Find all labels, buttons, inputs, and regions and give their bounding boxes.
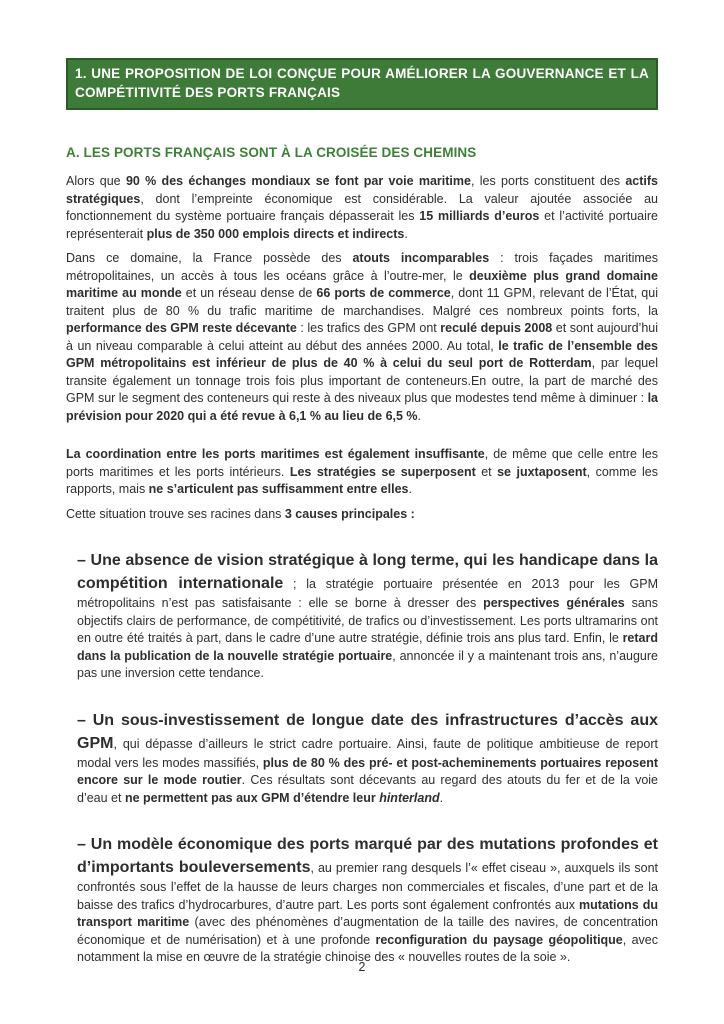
bold-text-run: hinterland (379, 790, 440, 805)
bold-text-run: 66 ports de commerce (316, 286, 451, 300)
bold-text-run: la prévision pour 2020 qui a été revue à 6,1 % au lieu de 6,5 % (66, 391, 658, 423)
bold-text-run: ne permettent pas aux GPM d’étendre leur (124, 790, 380, 805)
text-run: . (439, 790, 444, 805)
text-run: , par lequel transite également un tonnage trois fois plus important de conteneurs.En outre, la part de marché des GPM sur le segment des conteneurs qui reste à des niveaux plus que modestes tend même à diminuer : (66, 356, 658, 405)
paragraph-coordination (66, 446, 658, 499)
text-run: : trois façades maritimes métropolitaines, un accès à tous les océans grâce à l’outre-mer, le (66, 251, 658, 283)
bold-text-run: reconfiguration du paysage géopolitique (375, 932, 623, 947)
bold-text-run: perspectives générales (483, 596, 625, 610)
section-heading: A. LES PORTS FRANÇAIS SONT À LA CROISÉE DES CHEMINS (66, 145, 477, 160)
bold-text-run: Les stratégies se superposent (289, 464, 476, 479)
text-run: (avec des phénomènes d’augmentation de la taille des navires, de concentration économique et de numérisation) et à une profonde (77, 915, 658, 947)
text-run: . (404, 226, 408, 241)
text-run: Cette situation trouve ses racines dans (66, 506, 285, 521)
text-run: . (417, 408, 422, 423)
text-run: , qui dépasse d’ailleurs le strict cadre portuaire. Ainsi, faute de politique ambitieuse de report modal vers les modes massifiés, (77, 736, 658, 770)
text-run: Alors que (66, 174, 126, 188)
bold-text-run: La coordination entre les ports maritimes est également insuffisante (66, 447, 485, 461)
page-number: 2 (358, 960, 366, 974)
chapter-banner (66, 58, 658, 110)
text-run: et l’activité portuaire représenterait (66, 209, 658, 241)
text-run: , au premier rang desquels l’« effet ciseau », auxquels ils sont confrontés sous l’effet de la hausse de leurs charges non commerciales et fiscales, d’une part et de la baisse des trafics d’hydrocarbures, d’autre part. Les ports sont également confrontés aux (77, 861, 658, 912)
bold-text-run: le trafic de l’ensemble des GPM métropolitains est inférieur de plus de 40 % à celui du seul port de Rotterdam (66, 338, 658, 370)
text-run: , les ports constituent des (470, 174, 626, 188)
bullet-lead-text: – Un modèle économique des ports marqué par des mutations profondes et d’importants bouleversements (77, 836, 658, 876)
bold-text-run: reculé depuis 2008 (440, 321, 553, 335)
bold-text-run: 15 milliards d’euros (419, 209, 540, 223)
bullet-lead-text: – Une absence de vision stratégique à long terme, qui les handicape dans la compétition internationale (77, 552, 658, 592)
text-run: , dont 11 GPM, relevant de l’État, qui traitent plus de 80 % du trafic maritime de marchandises. Malgré ces nombreux points forts, la (66, 286, 658, 318)
text-run: , comme les rapports, mais (66, 464, 659, 496)
text-run: ; la stratégie portuaire présentée en 2013 pour les GPM métropolitains n’est pas satisfaisante : elle se borne à dresser des (77, 577, 658, 610)
paragraph-assets-and-performance (66, 250, 658, 425)
text-run: et sont aujourd’hui à un niveau comparable à celui atteint au début des années 2000. Au total, (66, 321, 658, 353)
text-run: . (408, 482, 412, 496)
bullet-underinvestment (77, 709, 658, 808)
bold-text-run: deuxième plus grand domaine maritime au monde (66, 268, 658, 300)
text-run: , annoncée il y a maintenant trois ans, n’augure pas une inversion cette tendance. (77, 648, 658, 680)
text-run: . Ces résultats sont décevants au regard des atouts du fer et de la voie d’eau et (77, 773, 658, 805)
bold-text-run: se juxtaposent (497, 464, 587, 479)
text-run: et un réseau dense de (181, 286, 317, 300)
text-run: sans objectifs clairs de performance, de compétitivité, de trafics ou d’investissement. Les ports ultramarins ont en outre été traités à part, dans le cadre d’une autre stratégie, définie trois ans plus tard. Enfin, le (77, 596, 658, 645)
bullet-economic-model (77, 833, 658, 967)
paragraph-economic-weight (66, 173, 658, 243)
text-run: : les trafics des GPM ont (296, 321, 441, 335)
paragraph-three-causes-intro (66, 506, 658, 524)
chapter-banner-text: 1. UNE PROPOSITION DE LOI CONÇUE POUR AMÉLIORER LA GOUVERNANCE ET LA COMPÉTITIVITÉ DES PORTS FRANÇAIS (75, 66, 649, 100)
bold-text-run: 90 % des échanges mondiaux se font par voie maritime (125, 174, 471, 188)
text-run: et (475, 464, 498, 479)
bold-text-run: atouts incomparables (352, 251, 490, 265)
bullet-lead-text: – Un sous-investissement de longue date des infrastructures d’accès aux GPM (77, 711, 658, 752)
bold-text-run: retard dans la publication de la nouvelle stratégie portuaire (77, 631, 658, 663)
bold-text-run: ne s’articulent pas suffisamment entre elles (148, 482, 409, 496)
bold-text-run: plus de 350 000 emplois directs et indirects (146, 226, 405, 241)
bullet-strategic-vision (77, 549, 658, 683)
text-run: , de même que celle entre les ports maritimes et les ports intérieurs. (66, 447, 658, 479)
bold-text-run: plus de 80 % des pré- et post-acheminements portuaires reposent encore sur le mode routier (77, 755, 658, 787)
text-run: , avec notamment la mise en œuvre de la stratégie chinoise des « nouvelles routes de la soie ». (77, 932, 658, 964)
text-run: Dans ce domaine, la France possède des (66, 251, 353, 265)
bold-text-run: actifs stratégiques (66, 174, 658, 206)
bold-text-run: 3 causes principales : (284, 506, 415, 521)
bold-text-run: performance des GPM reste décevante (66, 321, 297, 335)
bold-text-run: mutations du transport maritime (77, 897, 658, 929)
text-run: , dont l’empreinte économique est considérable. La valeur ajoutée associée au fonctionnement du système portuaire français dépasserait les (66, 191, 658, 223)
